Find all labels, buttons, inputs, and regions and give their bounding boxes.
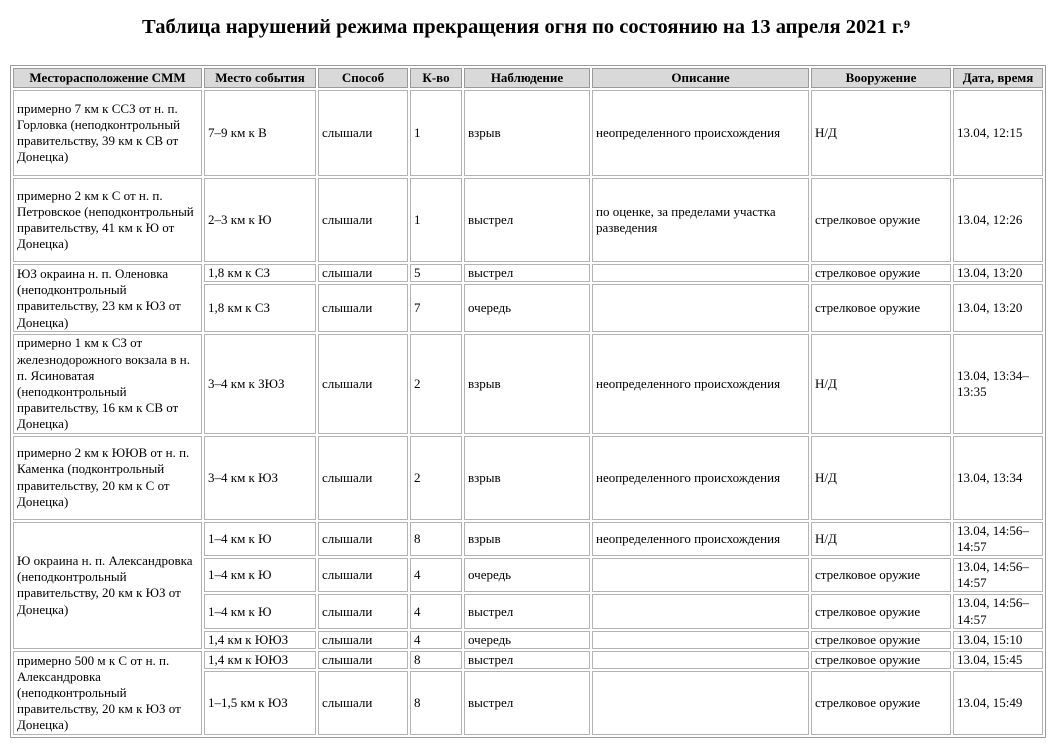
- description-cell: [592, 264, 809, 282]
- count-cell: 8: [410, 651, 462, 669]
- observation-cell: выстрел: [464, 671, 590, 735]
- datetime-cell: 13.04, 15:49: [953, 671, 1043, 735]
- description-cell: [592, 631, 809, 649]
- weapon-cell: стрелковое оружие: [811, 264, 951, 282]
- header-count: К-во: [410, 68, 462, 88]
- count-cell: 8: [410, 522, 462, 556]
- observation-cell: взрыв: [464, 522, 590, 556]
- method-cell: слышали: [318, 558, 408, 592]
- event-place-cell: 3–4 км к ЮЗ: [204, 436, 316, 520]
- location-cell: ЮЗ окраина н. п. Оленовка (неподконтрольный правительству, 23 км к ЮЗ от Донецка): [13, 264, 202, 332]
- method-cell: слышали: [318, 264, 408, 282]
- method-cell: слышали: [318, 631, 408, 649]
- datetime-cell: 13.04, 15:45: [953, 651, 1043, 669]
- weapon-cell: Н/Д: [811, 90, 951, 176]
- observation-cell: взрыв: [464, 334, 590, 433]
- weapon-cell: стрелковое оружие: [811, 651, 951, 669]
- description-cell: неопределенного происхождения: [592, 90, 809, 176]
- weapon-cell: стрелковое оружие: [811, 594, 951, 628]
- footnote-mark: 9: [903, 17, 910, 31]
- location-cell: примерно 7 км к ССЗ от н. п. Горловка (неподконтрольный правительству, 39 км к СВ от Донецка): [13, 90, 202, 176]
- header-event-place: Место события: [204, 68, 316, 88]
- weapon-cell: стрелковое оружие: [811, 178, 951, 262]
- header-weapon: Вооружение: [811, 68, 951, 88]
- description-cell: неопределенного происхождения: [592, 334, 809, 433]
- count-cell: 8: [410, 671, 462, 735]
- header-method: Способ: [318, 68, 408, 88]
- observation-cell: очередь: [464, 631, 590, 649]
- weapon-cell: стрелковое оружие: [811, 284, 951, 332]
- weapon-cell: Н/Д: [811, 436, 951, 520]
- location-cell: примерно 1 км к СЗ от железнодорожного вокзала в н. п. Ясиноватая (неподконтрольный правительству, 16 км к СВ от Донецка): [13, 334, 202, 433]
- description-cell: неопределенного происхождения: [592, 436, 809, 520]
- event-place-cell: 7–9 км к В: [204, 90, 316, 176]
- observation-cell: очередь: [464, 284, 590, 332]
- header-location: Месторасположение СММ: [13, 68, 202, 88]
- event-place-cell: 1,8 км к СЗ: [204, 264, 316, 282]
- datetime-cell: 13.04, 13:20: [953, 264, 1043, 282]
- method-cell: слышали: [318, 284, 408, 332]
- count-cell: 4: [410, 631, 462, 649]
- datetime-cell: 13.04, 13:20: [953, 284, 1043, 332]
- observation-cell: выстрел: [464, 651, 590, 669]
- description-cell: неопределенного происхождения: [592, 522, 809, 556]
- weapon-cell: стрелковое оружие: [811, 558, 951, 592]
- method-cell: слышали: [318, 334, 408, 433]
- location-cell: примерно 2 км к ЮЮВ от н. п. Каменка (подконтрольный правительству, 20 км к С от Донецка): [13, 436, 202, 520]
- header-observation: Наблюдение: [464, 68, 590, 88]
- weapon-cell: Н/Д: [811, 334, 951, 433]
- event-place-cell: 1,8 км к СЗ: [204, 284, 316, 332]
- title-text: Таблица нарушений режима прекращения огня по состоянию на 13 апреля 2021 г.: [142, 16, 904, 38]
- event-place-cell: 2–3 км к Ю: [204, 178, 316, 262]
- observation-cell: выстрел: [464, 594, 590, 628]
- observation-cell: выстрел: [464, 178, 590, 262]
- event-place-cell: 3–4 км к ЗЮЗ: [204, 334, 316, 433]
- datetime-cell: 13.04, 15:10: [953, 631, 1043, 649]
- location-cell: примерно 2 км к С от н. п. Петровское (неподконтрольный правительству, 41 км к Ю от Донецка): [13, 178, 202, 262]
- weapon-cell: стрелковое оружие: [811, 671, 951, 735]
- event-place-cell: 1,4 км к ЮЮЗ: [204, 651, 316, 669]
- weapon-cell: стрелковое оружие: [811, 631, 951, 649]
- method-cell: слышали: [318, 651, 408, 669]
- datetime-cell: 13.04, 14:56–14:57: [953, 594, 1043, 628]
- count-cell: 7: [410, 284, 462, 332]
- table-row: [13, 90, 1043, 176]
- count-cell: 1: [410, 178, 462, 262]
- table-row: [13, 334, 1043, 433]
- method-cell: слышали: [318, 178, 408, 262]
- location-cell: примерно 500 м к С от н. п. Александровка (неподконтрольный правительству, 20 км к ЮЗ от Донецка): [13, 651, 202, 735]
- table-row: [13, 264, 1043, 282]
- datetime-cell: 13.04, 14:56–14:57: [953, 558, 1043, 592]
- table-row: [13, 436, 1043, 520]
- description-cell: [592, 651, 809, 669]
- location-cell: Ю окраина н. п. Александровка (неподконтрольный правительству, 20 км к ЮЗ от Донецка): [13, 522, 202, 649]
- page-title: [0, 14, 1052, 40]
- observation-cell: взрыв: [464, 436, 590, 520]
- method-cell: слышали: [318, 436, 408, 520]
- description-cell: [592, 594, 809, 628]
- count-cell: 2: [410, 436, 462, 520]
- description-cell: [592, 558, 809, 592]
- violations-table: [10, 65, 1046, 738]
- description-cell: [592, 671, 809, 735]
- event-place-cell: 1–4 км к Ю: [204, 594, 316, 628]
- observation-cell: очередь: [464, 558, 590, 592]
- event-place-cell: 1–4 км к Ю: [204, 522, 316, 556]
- description-cell: [592, 284, 809, 332]
- count-cell: 1: [410, 90, 462, 176]
- count-cell: 4: [410, 594, 462, 628]
- table-row: [13, 178, 1043, 262]
- method-cell: слышали: [318, 671, 408, 735]
- header-description: Описание: [592, 68, 809, 88]
- observation-cell: выстрел: [464, 264, 590, 282]
- datetime-cell: 13.04, 13:34–13:35: [953, 334, 1043, 433]
- weapon-cell: Н/Д: [811, 522, 951, 556]
- header-datetime: Дата, время: [953, 68, 1043, 88]
- method-cell: слышали: [318, 90, 408, 176]
- event-place-cell: 1,4 км к ЮЮЗ: [204, 631, 316, 649]
- event-place-cell: 1–1,5 км к ЮЗ: [204, 671, 316, 735]
- table-row: [13, 651, 1043, 669]
- datetime-cell: 13.04, 12:15: [953, 90, 1043, 176]
- table-row: [13, 522, 1043, 556]
- count-cell: 5: [410, 264, 462, 282]
- description-cell: по оценке, за пределами участка разведения: [592, 178, 809, 262]
- header-row: [13, 68, 1043, 88]
- datetime-cell: 13.04, 14:56–14:57: [953, 522, 1043, 556]
- event-place-cell: 1–4 км к Ю: [204, 558, 316, 592]
- count-cell: 4: [410, 558, 462, 592]
- observation-cell: взрыв: [464, 90, 590, 176]
- method-cell: слышали: [318, 594, 408, 628]
- datetime-cell: 13.04, 13:34: [953, 436, 1043, 520]
- count-cell: 2: [410, 334, 462, 433]
- datetime-cell: 13.04, 12:26: [953, 178, 1043, 262]
- method-cell: слышали: [318, 522, 408, 556]
